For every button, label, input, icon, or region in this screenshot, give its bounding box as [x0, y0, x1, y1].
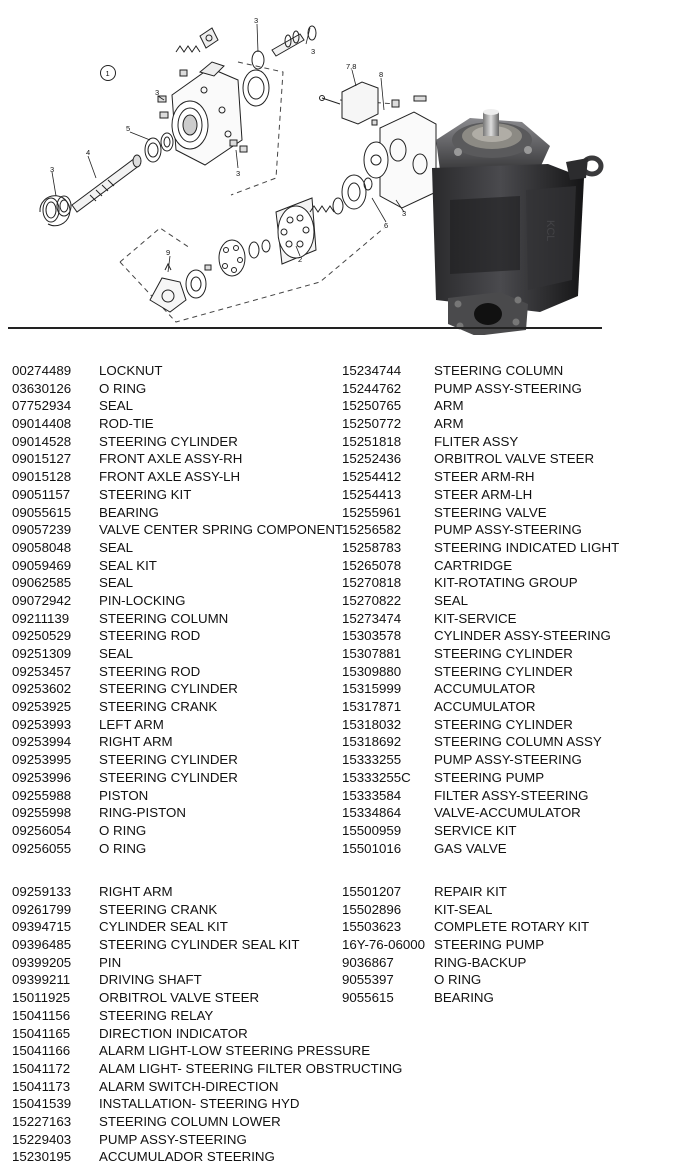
part-number: 15250765: [342, 398, 402, 414]
part-description: STEERING CYLINDER: [434, 716, 573, 732]
shaft-bearings: [145, 133, 173, 162]
part-description: SEAL: [99, 398, 134, 414]
part-description: FILTER ASSY-STEERING: [434, 787, 589, 803]
part-description: DIRECTION INDICATOR: [99, 1025, 248, 1041]
part-number: 15265078: [342, 557, 402, 573]
part-number: 09396485: [12, 937, 72, 953]
part-description: RIGHT ARM: [99, 884, 173, 899]
part-number: 09051157: [12, 486, 71, 502]
part-number: 15500959: [342, 822, 402, 838]
part-description: GAS VALVE: [434, 840, 507, 856]
part-description: O RING: [99, 840, 147, 856]
callout-6: 6: [384, 221, 389, 230]
part-description: ARM: [434, 416, 464, 432]
part-description: ARM: [434, 398, 464, 414]
callout-3f: 3: [402, 209, 407, 218]
part-description: CARTRIDGE: [434, 557, 513, 573]
callout-5: 5: [126, 124, 131, 133]
part-number: 15333584: [342, 787, 402, 803]
part-description: ORBITROL VALVE STEER: [99, 990, 260, 1006]
part-description: SEAL KIT: [99, 557, 157, 573]
parts-figure: [0, 0, 700, 335]
part-number: 15041166: [12, 1043, 71, 1059]
part-description: RING-PISTON: [99, 805, 186, 821]
part-number: 09253995: [12, 752, 72, 768]
part-description: O RING: [434, 972, 482, 988]
part-description: BEARING: [434, 990, 494, 1006]
part-description: STEERING CYLINDER: [99, 752, 238, 768]
part-description: FRONT AXLE ASSY-LH: [99, 469, 241, 485]
part-description: ACCUMULATOR: [434, 681, 536, 697]
part-number: 09014408: [12, 416, 72, 432]
part-description: STEERING CYLINDER: [99, 681, 238, 697]
part-description: ALAM LIGHT- STEERING FILTER OBSTRUCTING: [99, 1060, 403, 1076]
rotating-group: [276, 198, 343, 264]
part-number: 09251309: [12, 646, 72, 661]
yoke: [150, 264, 211, 312]
part-description: PIN: [99, 954, 122, 970]
part-description: O RING: [99, 380, 147, 396]
part-description: STEERING CYLINDER: [99, 769, 238, 785]
part-number: 09253925: [12, 699, 72, 715]
rear-housing: [342, 112, 436, 209]
part-description: ALARM LIGHT-LOW STEERING PRESSURE: [99, 1043, 371, 1059]
part-description: CYLINDER ASSY-STEERING: [434, 628, 611, 644]
part-number: 09253994: [12, 734, 72, 750]
part-number: 15273474: [342, 610, 402, 626]
part-number: 15318032: [342, 716, 402, 732]
part-description: SEAL: [99, 539, 134, 555]
part-number: 15251818: [342, 433, 402, 449]
callout-2: 2: [298, 255, 303, 264]
part-description: ROD-TIE: [99, 416, 154, 432]
part-description: STEER ARM-LH: [434, 486, 533, 502]
part-number: 15307881: [342, 646, 402, 661]
part-description: STEERING CYLINDER: [434, 663, 573, 679]
part-description: STEERING CYLINDER SEAL KIT: [99, 937, 300, 953]
part-number: 15503623: [342, 919, 402, 935]
part-description: STEERING PUMP: [434, 769, 545, 785]
part-number: 15229403: [12, 1131, 72, 1147]
part-number: 15041156: [12, 1007, 71, 1023]
part-description: STEERING COLUMN: [99, 610, 229, 626]
callout-3a: 3: [254, 16, 259, 25]
callout-3c: 3: [155, 88, 160, 97]
part-number: 09058048: [12, 539, 72, 555]
part-number: 15309880: [342, 663, 402, 679]
callout-4: 4: [86, 148, 91, 157]
part-description: STEERING PUMP: [434, 937, 545, 953]
part-number: 15256582: [342, 522, 402, 538]
part-number: 15227163: [12, 1113, 72, 1129]
part-description: KIT-SERVICE: [434, 610, 517, 626]
part-description: STEERING RELAY: [99, 1007, 214, 1023]
part-number: 15333255: [342, 752, 402, 768]
part-description: STEERING CRANK: [99, 901, 218, 917]
part-number: 15011925: [12, 990, 71, 1006]
part-number: 09253457: [12, 663, 72, 679]
part-description: PISTON: [99, 787, 149, 803]
part-number: 09057239: [12, 522, 72, 538]
part-number: 09015127: [12, 451, 72, 467]
part-number: 09253996: [12, 769, 72, 785]
part-number: 09015128: [12, 469, 72, 485]
part-description: REPAIR KIT: [434, 884, 507, 899]
part-number: 09259133: [12, 884, 72, 899]
part-description: STEER ARM-RH: [434, 469, 535, 485]
part-description: PUMP ASSY-STEERING: [434, 752, 582, 768]
part-description: SEAL: [99, 646, 134, 661]
part-description: STEERING CRANK: [99, 699, 218, 715]
part-description: PUMP ASSY-STEERING: [99, 1131, 247, 1147]
part-number: 15270822: [342, 592, 402, 608]
part-number: 15254413: [342, 486, 402, 502]
part-number: 15318692: [342, 734, 402, 750]
part-number: 09394715: [12, 919, 72, 935]
callout-8: 8: [379, 70, 384, 79]
part-number: 15303578: [342, 628, 402, 644]
callout-3b: 3: [311, 47, 316, 56]
part-number: 09253993: [12, 716, 72, 732]
part-description: STEERING VALVE: [434, 504, 547, 520]
part-description: STEERING ROD: [99, 663, 201, 679]
part-description: STEERING COLUMN: [434, 363, 564, 378]
part-number: 09055615: [12, 504, 72, 520]
part-number: 9055615: [342, 990, 394, 1006]
part-number: 15244762: [342, 380, 402, 396]
part-number: 07752934: [12, 398, 72, 414]
part-description: KIT-ROTATING GROUP: [434, 575, 578, 591]
part-description: BEARING: [99, 504, 159, 520]
part-number: 15255961: [342, 504, 402, 520]
front-housing: [172, 62, 242, 165]
part-description: STEERING ROD: [99, 628, 201, 644]
part-description: STEERING CYLINDER: [99, 433, 238, 449]
callout-1: 1: [105, 69, 110, 78]
part-description: RING-BACKUP: [434, 954, 527, 970]
callout-9: 9: [166, 248, 171, 257]
part-number: 15270818: [342, 575, 402, 591]
part-number: 15317871: [342, 699, 402, 715]
seal-rings-left: [40, 196, 71, 226]
part-description: SEAL: [99, 575, 134, 591]
part-description: STEERING COLUMN ASSY: [434, 734, 602, 750]
part-number: 15334864: [342, 805, 402, 821]
steering-pump-photo: [432, 109, 601, 335]
part-number: 09256054: [12, 822, 72, 838]
part-description: KIT-SEAL: [434, 901, 493, 917]
part-number: 03630126: [12, 380, 72, 396]
top-shaft-seal: [252, 26, 316, 69]
part-description: STEERING CYLINDER: [434, 646, 573, 661]
part-number: 15234744: [342, 363, 402, 378]
drive-shaft: [72, 155, 141, 212]
part-description: RIGHT ARM: [99, 734, 173, 750]
part-number: 9036867: [342, 954, 394, 970]
part-number: 15315999: [342, 681, 402, 697]
part-description: COMPLETE ROTARY KIT: [434, 919, 590, 935]
part-number: 16Y-76-06000: [342, 937, 426, 953]
part-description: SERVICE KIT: [434, 822, 517, 838]
part-number: 15252436: [342, 451, 402, 467]
part-number: 15501207: [342, 884, 402, 899]
part-number: 09399205: [12, 954, 72, 970]
part-number: 15254412: [342, 469, 402, 485]
part-number: 15502896: [342, 901, 402, 917]
part-number: 15258783: [342, 539, 402, 555]
part-number: 09256055: [12, 840, 72, 856]
part-description: O RING: [99, 822, 147, 838]
part-number: 09261799: [12, 901, 72, 917]
part-description: CYLINDER SEAL KIT: [99, 919, 228, 935]
part-description: FLITER ASSY: [434, 433, 519, 449]
part-description: SEAL: [434, 592, 469, 608]
part-number: 09255998: [12, 805, 72, 821]
large-seal-disc: [243, 70, 269, 106]
part-number: 09250529: [12, 628, 72, 644]
callout-7-8: 7,8: [346, 62, 357, 71]
part-number: 15041539: [12, 1096, 72, 1112]
part-number: 15333255C: [342, 769, 411, 785]
part-number: 15041173: [12, 1078, 71, 1094]
part-description: VALVE CENTER SPRING COMPONENT: [99, 522, 344, 538]
part-number: 09255988: [12, 787, 72, 803]
part-number: 15041165: [12, 1025, 71, 1041]
part-number: 09399211: [12, 972, 71, 988]
part-description: STEERING KIT: [99, 486, 192, 502]
part-description: PUMP ASSY-STEERING: [434, 522, 582, 538]
part-number: 15230195: [12, 1149, 72, 1165]
part-description: STEERING COLUMN LOWER: [99, 1113, 281, 1129]
part-number: 9055397: [342, 972, 394, 988]
part-description: VALVE-ACCUMULATOR: [434, 805, 581, 821]
part-number: 15041172: [12, 1060, 71, 1076]
part-description: PIN-LOCKING: [99, 592, 186, 608]
part-number: 15250772: [342, 416, 402, 432]
part-number: 09253602: [12, 681, 72, 697]
part-description: LEFT ARM: [99, 716, 164, 732]
part-number: 09062585: [12, 575, 72, 591]
part-description: FRONT AXLE ASSY-RH: [99, 451, 243, 467]
part-description: LOCKNUT: [99, 363, 163, 378]
part-description: ORBITROL VALVE STEER: [434, 451, 595, 467]
part-number: 09072942: [12, 592, 72, 608]
part-description: ACCUMULATOR: [434, 699, 536, 715]
callout-3e: 3: [236, 169, 241, 178]
part-description: INSTALLATION- STEERING HYD: [99, 1096, 300, 1112]
part-number: 00274489: [12, 363, 72, 378]
part-number: 15501016: [342, 840, 402, 856]
part-number: 09059469: [12, 557, 72, 573]
part-description: ALARM SWITCH-DIRECTION: [99, 1078, 279, 1094]
callout-3d: 3: [50, 165, 55, 174]
swash-plate: [219, 240, 270, 276]
part-description: DRIVING SHAFT: [99, 972, 202, 988]
divider-line: [8, 327, 602, 329]
part-description: PUMP ASSY-STEERING: [434, 380, 582, 396]
part-number: 09014528: [12, 433, 72, 449]
part-number: 09211139: [12, 610, 70, 626]
part-description: ACCUMULADOR STEERING: [99, 1149, 275, 1165]
part-description: STEERING INDICATED LIGHT: [434, 539, 620, 555]
